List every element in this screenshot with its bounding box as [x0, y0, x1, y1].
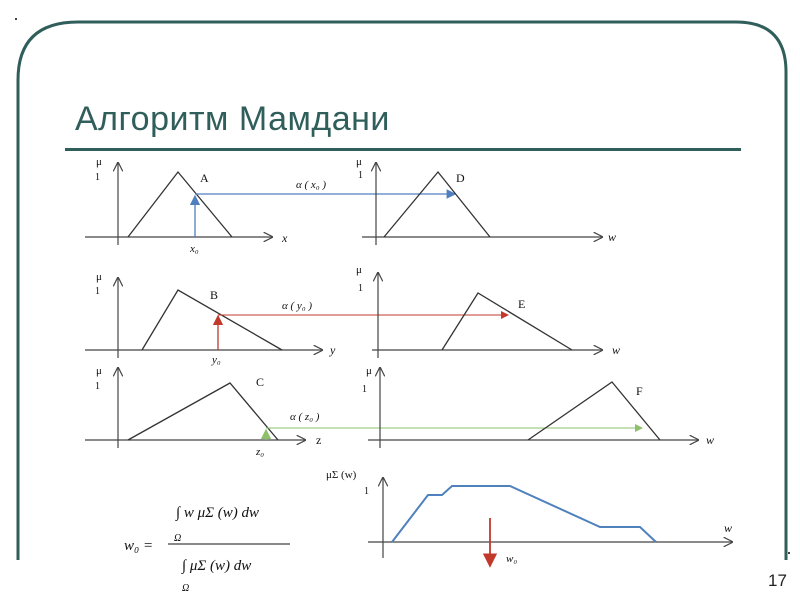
- aggregated-result: [326, 469, 732, 566]
- row-c-f: [85, 365, 714, 458]
- y-axis-label: y: [330, 343, 336, 357]
- mu-sigma-label: μΣ (w): [326, 469, 357, 481]
- one-label-c: 1: [95, 381, 100, 392]
- set-e-label: E: [518, 297, 526, 311]
- set-a-label: A: [200, 171, 209, 185]
- formula-domain-bottom: Ω: [182, 583, 190, 594]
- x0-label: x₀: [190, 243, 199, 255]
- formula-lhs: w₀ =: [124, 538, 154, 554]
- mu-label-d: μ: [356, 156, 362, 168]
- w-axis-label-e: w: [612, 343, 621, 357]
- mu-label-f: μ: [366, 365, 372, 377]
- one-label-d: 1: [358, 170, 363, 181]
- slide-title: Алгоритм Мамдани: [75, 100, 390, 138]
- row-b-e: [85, 264, 620, 366]
- aggregated-curve: [392, 486, 656, 542]
- one-label-e: 1: [358, 283, 363, 294]
- w0-label: w₀: [506, 553, 518, 565]
- set-c-label: C: [256, 375, 265, 389]
- set-d-label: D: [456, 171, 465, 185]
- alpha-y0-label: α ( y₀ ): [282, 300, 313, 312]
- w-axis-label-d: w: [608, 230, 617, 244]
- set-f-label: F: [636, 384, 643, 398]
- mu-label-c: μ: [96, 365, 102, 377]
- set-c-curve: [128, 383, 278, 440]
- one-label-a: 1: [95, 172, 100, 183]
- mu-label-b: μ: [96, 271, 102, 283]
- mu-label-e: μ: [356, 264, 362, 276]
- set-a-curve: [128, 172, 232, 237]
- set-e-curve: [442, 293, 572, 350]
- set-d-curve: [384, 172, 490, 237]
- formula-domain-top: Ω: [174, 533, 182, 544]
- alpha-x0-label: α ( x₀ ): [296, 179, 327, 191]
- defuzzification-formula: [120, 495, 320, 595]
- y0-label: y₀: [212, 354, 221, 366]
- w-axis-label-result: w: [724, 521, 733, 535]
- row-a-d: [85, 156, 616, 255]
- mu-label-a: μ: [96, 156, 102, 168]
- one-label-b: 1: [95, 286, 100, 297]
- slide-number: 17: [768, 571, 787, 590]
- w-axis-label-f: w: [706, 433, 715, 447]
- formula-numerator: ∫ w μΣ (w) dw: [176, 505, 260, 521]
- set-b-label: B: [210, 288, 219, 302]
- z0-label: z₀: [256, 446, 265, 458]
- one-label-result: 1: [364, 486, 369, 497]
- x-axis-label: x: [282, 231, 288, 245]
- z-axis-label: z: [316, 433, 322, 447]
- alpha-z0-label: α ( z₀ ): [290, 411, 320, 423]
- one-label-f: 1: [362, 384, 367, 395]
- formula-denominator: ∫ μΣ (w) dw: [182, 558, 252, 574]
